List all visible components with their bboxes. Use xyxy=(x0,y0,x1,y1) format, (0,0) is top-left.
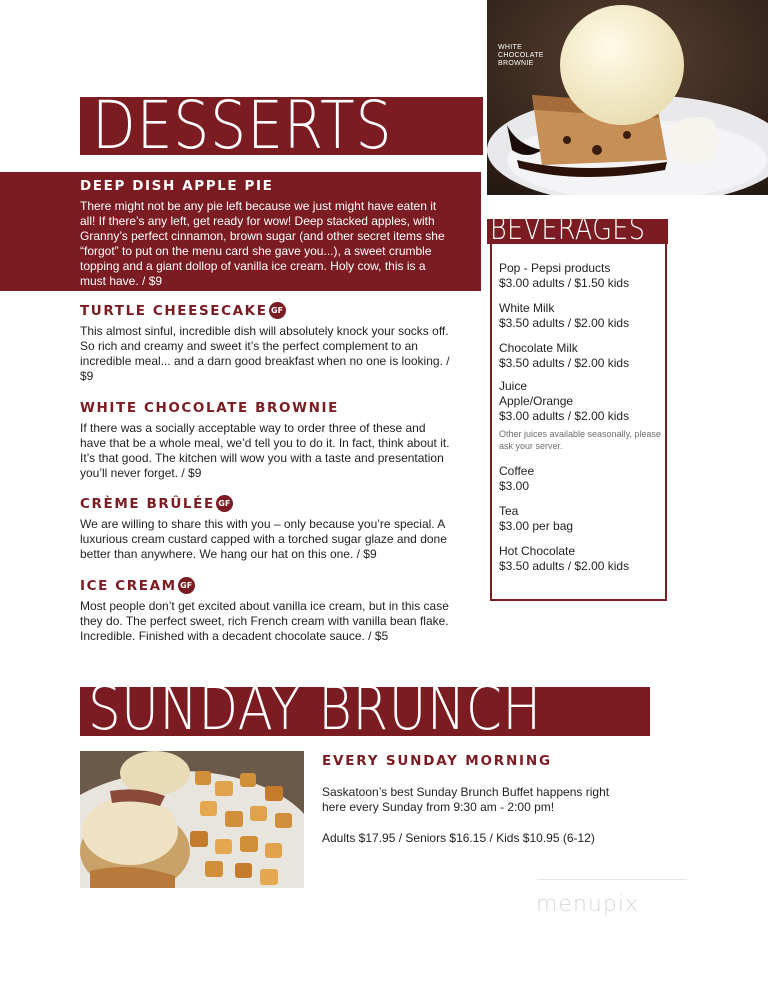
beverage-price: $3.00 xyxy=(499,479,530,493)
dessert-name: ICE CREAM xyxy=(80,577,177,594)
dessert-description: This almost sinful, incredible dish will absolutely knock your socks off. So rich and creamy and sweet it’s the perfect complement to an incredible meal... and a darn good breakfast when no one is looking. / $9 xyxy=(80,324,450,383)
brownie-photo-illustration xyxy=(487,0,768,195)
brunch-photo xyxy=(80,751,304,888)
dessert-name: WHITE CHOCOLATE BROWNIE xyxy=(80,400,339,416)
watermark-divider xyxy=(537,879,687,880)
dessert-description: If there was a socially acceptable way to order three of these and have that be a whole meal, we’d tell you to do it. In fact, think about it. It’s that good. The kitchen will wow you with a taste and presentation you’ll never forget. / $9 xyxy=(80,421,450,480)
beverage-price: $3.00 adults / $2.00 kids xyxy=(499,409,630,423)
featured-dessert-apple-pie xyxy=(0,172,481,291)
beverage-item xyxy=(499,341,664,371)
beverage-name: Chocolate Milk xyxy=(499,341,578,355)
brunch-heading: EVERY SUNDAY MORNING xyxy=(322,753,552,769)
sunday-brunch-title: SUNDAY BRUNCH xyxy=(88,674,542,744)
beverage-name: Coffee xyxy=(499,464,535,478)
gluten-free-icon: GF xyxy=(269,302,286,319)
dessert-description: There might not be any pie left because we just might have eaten it all! If there’s any left, get ready for wow! Deep stacked apples, with Granny’s perfect cinnamon, brown sugar (and other secret items she “forgot” to put on the menu card she gave you...), a sweet crumble topping and a giant dollop of vanilla ice cream. Holy cow, this is a must have. / $9 xyxy=(80,199,445,288)
brunch-prices: Adults $17.95 / Seniors $16.15 / Kids $10.95 (6-12) xyxy=(322,831,595,845)
beverage-item xyxy=(499,301,664,331)
dessert-item-white-chocolate-brownie xyxy=(80,400,450,481)
brunch-photo-illustration xyxy=(80,751,304,888)
beverage-subname: Apple/Orange xyxy=(499,394,574,408)
beverage-price: $3.50 adults / $2.00 kids xyxy=(499,559,630,573)
hero-caption-line: WHITE xyxy=(498,44,523,51)
hero-caption-line: CHOCOLATE xyxy=(498,52,544,59)
beverage-name: White Milk xyxy=(499,301,555,315)
desserts-title: DESSERTS xyxy=(92,87,393,164)
beverage-name: Hot Chocolate xyxy=(499,544,576,558)
beverage-item xyxy=(499,544,664,574)
beverage-note: Other juices available seasonally, please ask your server. xyxy=(499,429,661,451)
beverage-item xyxy=(499,379,664,452)
dessert-name: CRÈME BRÛLÉE xyxy=(80,495,215,512)
beverage-name: Juice xyxy=(499,379,528,393)
gluten-free-icon: GF xyxy=(216,495,233,512)
gluten-free-icon: GF xyxy=(178,577,195,594)
beverage-name: Tea xyxy=(499,504,519,518)
beverage-price: $3.00 adults / $1.50 kids xyxy=(499,276,630,290)
hero-caption-line: BROWNIE xyxy=(498,60,534,67)
white-chocolate-brownie-photo xyxy=(487,0,768,195)
beverage-price: $3.50 adults / $2.00 kids xyxy=(499,356,630,370)
dessert-item-turtle-cheesecake xyxy=(80,302,450,384)
dessert-name: TURTLE CHEESECAKE xyxy=(80,302,268,319)
beverage-item xyxy=(499,464,664,494)
beverage-item xyxy=(499,504,664,534)
dessert-item-ice-cream xyxy=(80,577,450,644)
beverage-name: Pop - Pepsi products xyxy=(499,261,611,275)
dessert-item-creme-brulee xyxy=(80,495,450,562)
beverage-price: $3.50 adults / $2.00 kids xyxy=(499,316,630,330)
brunch-details xyxy=(322,753,622,846)
beverage-price: $3.00 per bag xyxy=(499,519,574,533)
brunch-description: Saskatoon’s best Sunday Brunch Buffet happens right here every Sunday from 9:30 am - 2:00 pm! xyxy=(322,785,610,814)
dessert-description: We are willing to share this with you – only because you’re special. A luxurious cream custard capped with a torched sugar glaze and done better than anywhere. We hang our hat on this one. / $9 xyxy=(80,517,447,561)
menupix-watermark: menupix xyxy=(536,892,639,917)
beverages-title: BEVERAGES xyxy=(490,211,646,247)
hero-photo-caption xyxy=(498,44,558,68)
dessert-description: Most people don’t get excited about vanilla ice cream, but in this case they do. The perfect sweet, rich French cream with vanilla bean flake. Incredible. Finished with a decadent chocolate sauce. / $5 xyxy=(80,599,449,643)
dessert-name: DEEP DISH APPLE PIE xyxy=(80,178,274,194)
beverage-item xyxy=(499,261,664,291)
